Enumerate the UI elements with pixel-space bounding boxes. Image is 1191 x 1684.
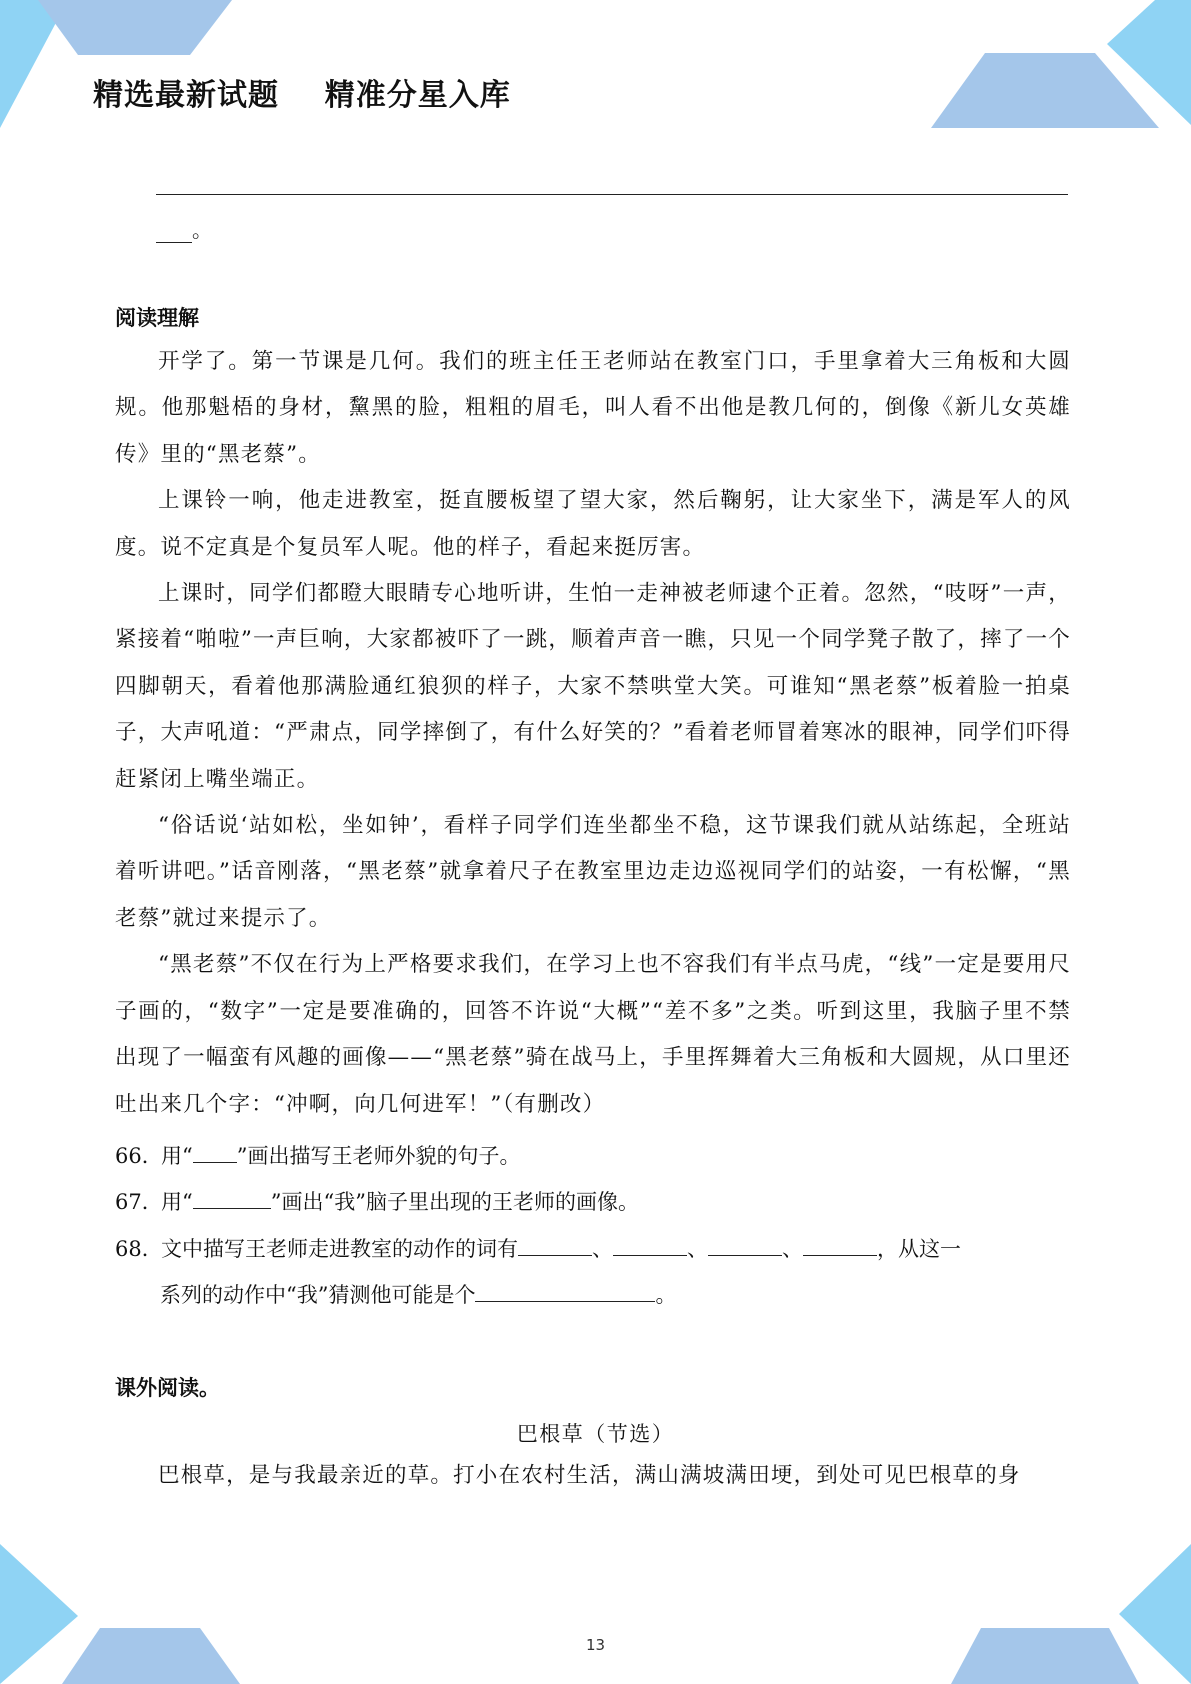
header-title: 精选最新试题 精准分星入库 bbox=[93, 78, 511, 113]
passage-paragraph: 上课时，同学们都瞪大眼睛专心地听讲，生怕一走神被老师逮个正着。忽然，“吱呀”一声，紧接着“啪啦”一声巨响，大家都被吓了一跳，顺着声音一瞧，只见一个同学凳子散了，摔了一个四脚朝天，看着他那满脸通红狼狈的样子，大家不禁哄堂大笑。可谁知“黑老蔡”板着脸一拍桌子，大声吼道：“严肃点，同学摔倒了，有什么好笑的？”看着老师冒着寒冰的眼神，同学们吓得赶紧闭上嘴坐端正。 bbox=[115, 581, 1071, 792]
passage-paragraph: “黑老蔡”不仅在行为上严格要求我们，在学习上也不容我们有半点马虎，“线”一定是要用尺子画的，“数字”一定是要准确的，回答不许说“大概”“差不多”之类。听到这里，我脑子里不禁出现了一幅蛮有风趣的画像——“黑老蔡”骑在战马上，手里挥舞着大三角板和大圆规，从口里还吐出来几个字：“冲啊，向几何进军！”（有删改） bbox=[115, 952, 1071, 1117]
bottom-left-decoration bbox=[0, 1544, 250, 1684]
section-heading-reading: 阅读理解 bbox=[115, 306, 199, 330]
blank bbox=[475, 1281, 655, 1302]
extracurricular-passage bbox=[115, 1453, 1071, 1499]
passage-paragraph: 巴根草，是与我最亲近的草。打小在农村生活，满山满坡满田埂，到处可见巴根草的身 bbox=[158, 1463, 1021, 1488]
blank bbox=[193, 1142, 237, 1163]
question-66: 66．用“ ”画出描写王老师外貌的句子。 bbox=[115, 1144, 521, 1168]
question-68: 68．文中描写王老师走进教室的动作的词有 、 、 、 ，从这一 bbox=[115, 1237, 961, 1261]
question-68-line2: 系列的动作中“我”猜测他可能是个 。 bbox=[160, 1283, 677, 1307]
answer-line bbox=[156, 194, 1068, 195]
passage-paragraph: “俗话说‘站如松，坐如钟’，看样子同学们连坐都坐不稳，这节课我们就从站练起，全班站着听讲吧。”话音刚落，“黑老蔡”就拿着尺子在教室里边走边巡视同学们的站姿，一有松懈，“黑老蔡”就过来提示了。 bbox=[115, 813, 1071, 931]
answer-line-tail: 。 bbox=[156, 214, 212, 243]
bottom-right-decoration bbox=[941, 1544, 1191, 1684]
question-67: 67．用“ ”画出“我”脑子里出现的王老师的画像。 bbox=[115, 1190, 639, 1214]
blank bbox=[156, 220, 192, 243]
blank bbox=[613, 1235, 687, 1256]
blank bbox=[708, 1235, 782, 1256]
article-title: 巴根草（节选） bbox=[516, 1422, 675, 1446]
reading-passage bbox=[115, 339, 1071, 1128]
top-right-decoration bbox=[931, 0, 1191, 130]
blank bbox=[518, 1235, 592, 1256]
passage-paragraph: 上课铃一响，他走进教室，挺直腰板望了望大家，然后鞠躬，让大家坐下，满是军人的风度。说不定真是个复员军人呢。他的样子，看起来挺厉害。 bbox=[115, 488, 1071, 560]
page-number: 13 bbox=[585, 1636, 606, 1654]
blank bbox=[803, 1235, 877, 1256]
blank bbox=[193, 1188, 271, 1209]
passage-paragraph: 开学了。第一节课是几何。我们的班主任王老师站在教室门口，手里拿着大三角板和大圆规。他那魁梧的身材，黧黑的脸，粗粗的眉毛，叫人看不出他是教几何的，倒像《新儿女英雄传》里的“黑老蔡”。 bbox=[115, 349, 1071, 467]
section-heading-extracurricular: 课外阅读。 bbox=[115, 1376, 220, 1400]
